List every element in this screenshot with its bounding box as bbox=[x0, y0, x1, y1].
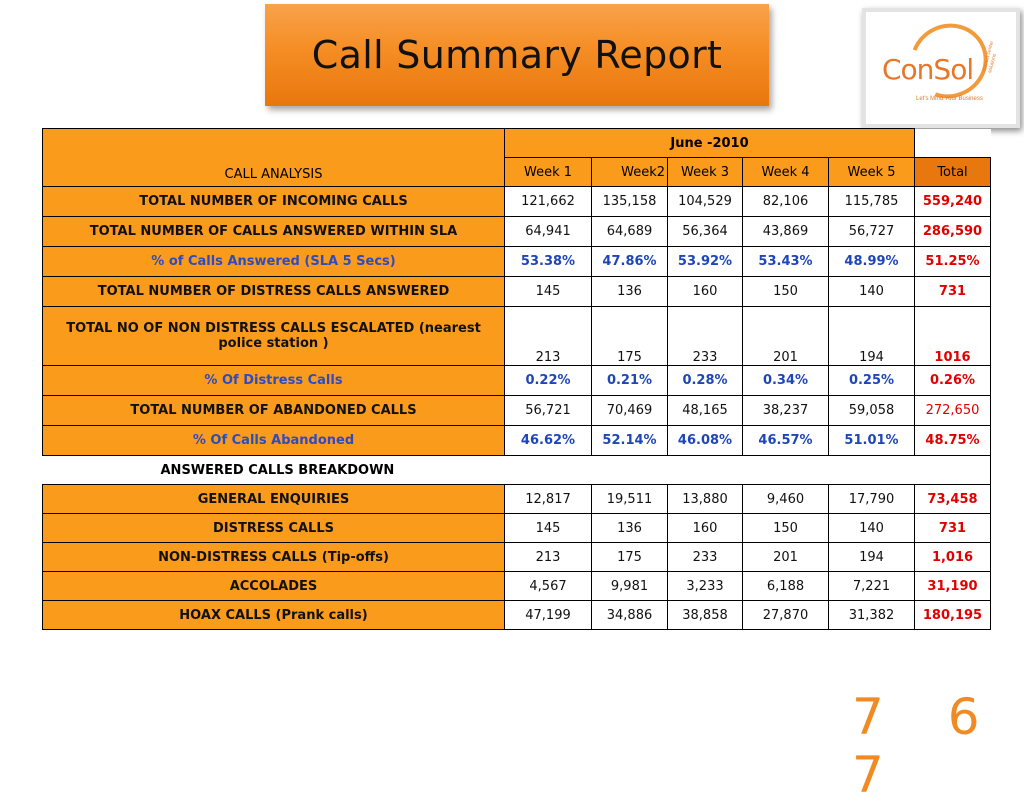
week-cell: 150 bbox=[743, 514, 829, 543]
row-label: GENERAL ENQUIRIES bbox=[43, 485, 505, 514]
week-cell: 13,880 bbox=[668, 485, 743, 514]
row-label: TOTAL NUMBER OF ABANDONED CALLS bbox=[43, 396, 505, 426]
analysis-rows bbox=[43, 187, 991, 456]
row-label: % Of Calls Abandoned bbox=[43, 426, 505, 456]
total-cell: 180,195 bbox=[915, 601, 991, 630]
week-cell: 56,364 bbox=[668, 217, 743, 247]
week-cell: 43,869 bbox=[743, 217, 829, 247]
row-label: TOTAL NO OF NON DISTRESS CALLS ESCALATED (nearest police station ) bbox=[43, 307, 505, 366]
col-week-3: Week 3 bbox=[668, 158, 743, 187]
period-label: June -2010 bbox=[505, 129, 915, 158]
week-cell: 38,237 bbox=[743, 396, 829, 426]
page-title: Call Summary Report bbox=[311, 33, 723, 77]
page-number: 7 6 7 bbox=[852, 688, 1004, 804]
table-row bbox=[43, 307, 991, 366]
total-cell: 731 bbox=[915, 277, 991, 307]
section-spacer bbox=[915, 456, 991, 485]
corner-label: CALL ANALYSIS bbox=[43, 129, 505, 187]
call-summary-table bbox=[42, 128, 991, 630]
week-cell: 46.57% bbox=[743, 426, 829, 456]
week-cell: 9,981 bbox=[592, 572, 668, 601]
total-cell: 1016 bbox=[915, 307, 991, 366]
week-cell: 59,058 bbox=[829, 396, 915, 426]
week-cell: 34,886 bbox=[592, 601, 668, 630]
row-label: % Of Distress Calls bbox=[43, 366, 505, 396]
blank-cell bbox=[915, 129, 991, 158]
week-cell: 150 bbox=[743, 277, 829, 307]
row-label: DISTRESS CALLS bbox=[43, 514, 505, 543]
section-row bbox=[43, 456, 991, 485]
total-cell: 731 bbox=[915, 514, 991, 543]
week-cell: 70,469 bbox=[592, 396, 668, 426]
week-cell: 17,790 bbox=[829, 485, 915, 514]
col-week-1: Week 1 bbox=[505, 158, 592, 187]
week-cell: 47.86% bbox=[592, 247, 668, 277]
week-cell: 56,721 bbox=[505, 396, 592, 426]
total-cell: 1,016 bbox=[915, 543, 991, 572]
total-cell: 272,650 bbox=[915, 396, 991, 426]
table-row bbox=[43, 247, 991, 277]
week-cell: 31,382 bbox=[829, 601, 915, 630]
title-banner bbox=[265, 4, 769, 106]
row-label: NON-DISTRESS CALLS (Tip-offs) bbox=[43, 543, 505, 572]
total-cell: 48.75% bbox=[915, 426, 991, 456]
week-cell: 213 bbox=[505, 543, 592, 572]
week-cell: 4,567 bbox=[505, 572, 592, 601]
week-cell: 64,689 bbox=[592, 217, 668, 247]
week-cell: 53.92% bbox=[668, 247, 743, 277]
row-label: HOAX CALLS (Prank calls) bbox=[43, 601, 505, 630]
logo-side-text: contact center solutions bbox=[981, 40, 998, 74]
week-cell: 145 bbox=[505, 514, 592, 543]
week-cell: 201 bbox=[743, 543, 829, 572]
week-cell: 233 bbox=[668, 543, 743, 572]
week-cell: 56,727 bbox=[829, 217, 915, 247]
week-cell: 115,785 bbox=[829, 187, 915, 217]
row-label: TOTAL NUMBER OF INCOMING CALLS bbox=[43, 187, 505, 217]
row-label: TOTAL NUMBER OF DISTRESS CALLS ANSWERED bbox=[43, 277, 505, 307]
week-cell: 52.14% bbox=[592, 426, 668, 456]
week-cell: 201 bbox=[743, 307, 829, 366]
table-row bbox=[43, 426, 991, 456]
table-row bbox=[43, 277, 991, 307]
total-cell: 51.25% bbox=[915, 247, 991, 277]
week-cell: 3,233 bbox=[668, 572, 743, 601]
week-cell: 53.43% bbox=[743, 247, 829, 277]
row-label: % of Calls Answered (SLA 5 Secs) bbox=[43, 247, 505, 277]
table-row bbox=[43, 396, 991, 426]
col-week-2: Week2 bbox=[592, 158, 668, 187]
total-cell: 286,590 bbox=[915, 217, 991, 247]
week-cell: 135,158 bbox=[592, 187, 668, 217]
table-row bbox=[43, 187, 991, 217]
week-cell: 53.38% bbox=[505, 247, 592, 277]
week-cell: 48,165 bbox=[668, 396, 743, 426]
header-row-period bbox=[43, 129, 991, 158]
table-row bbox=[43, 543, 991, 572]
week-cell: 46.62% bbox=[505, 426, 592, 456]
week-cell: 82,106 bbox=[743, 187, 829, 217]
week-cell: 175 bbox=[592, 543, 668, 572]
table-row bbox=[43, 366, 991, 396]
week-cell: 194 bbox=[829, 543, 915, 572]
logo-tagline: Let's Mind Your Business bbox=[916, 96, 983, 102]
week-cell: 213 bbox=[505, 307, 592, 366]
week-cell: 9,460 bbox=[743, 485, 829, 514]
week-cell: 7,221 bbox=[829, 572, 915, 601]
table-row bbox=[43, 572, 991, 601]
week-cell: 121,662 bbox=[505, 187, 592, 217]
breakdown-rows bbox=[43, 485, 991, 630]
total-cell: 0.26% bbox=[915, 366, 991, 396]
total-cell: 31,190 bbox=[915, 572, 991, 601]
company-logo bbox=[862, 8, 1020, 128]
table-row bbox=[43, 601, 991, 630]
week-cell: 233 bbox=[668, 307, 743, 366]
table-row bbox=[43, 485, 991, 514]
row-label: TOTAL NUMBER OF CALLS ANSWERED WITHIN SLA bbox=[43, 217, 505, 247]
table-row bbox=[43, 514, 991, 543]
week-cell: 46.08% bbox=[668, 426, 743, 456]
week-cell: 64,941 bbox=[505, 217, 592, 247]
week-cell: 19,511 bbox=[592, 485, 668, 514]
week-cell: 145 bbox=[505, 277, 592, 307]
week-cell: 6,188 bbox=[743, 572, 829, 601]
week-cell: 48.99% bbox=[829, 247, 915, 277]
week-cell: 51.01% bbox=[829, 426, 915, 456]
week-cell: 194 bbox=[829, 307, 915, 366]
week-cell: 104,529 bbox=[668, 187, 743, 217]
week-cell: 38,858 bbox=[668, 601, 743, 630]
week-cell: 136 bbox=[592, 514, 668, 543]
week-cell: 0.21% bbox=[592, 366, 668, 396]
week-cell: 0.25% bbox=[829, 366, 915, 396]
week-cell: 27,870 bbox=[743, 601, 829, 630]
week-cell: 160 bbox=[668, 277, 743, 307]
col-total: Total bbox=[915, 158, 991, 187]
total-cell: 559,240 bbox=[915, 187, 991, 217]
week-cell: 12,817 bbox=[505, 485, 592, 514]
section-label: ANSWERED CALLS BREAKDOWN bbox=[43, 456, 915, 485]
week-cell: 0.34% bbox=[743, 366, 829, 396]
week-cell: 160 bbox=[668, 514, 743, 543]
total-cell: 73,458 bbox=[915, 485, 991, 514]
week-cell: 0.22% bbox=[505, 366, 592, 396]
logo-brand: ConSol bbox=[882, 53, 974, 86]
col-week-5: Week 5 bbox=[829, 158, 915, 187]
col-week-4: Week 4 bbox=[743, 158, 829, 187]
week-cell: 175 bbox=[592, 307, 668, 366]
week-cell: 0.28% bbox=[668, 366, 743, 396]
row-label: ACCOLADES bbox=[43, 572, 505, 601]
week-cell: 136 bbox=[592, 277, 668, 307]
week-cell: 140 bbox=[829, 514, 915, 543]
week-cell: 140 bbox=[829, 277, 915, 307]
table-row bbox=[43, 217, 991, 247]
week-cell: 47,199 bbox=[505, 601, 592, 630]
